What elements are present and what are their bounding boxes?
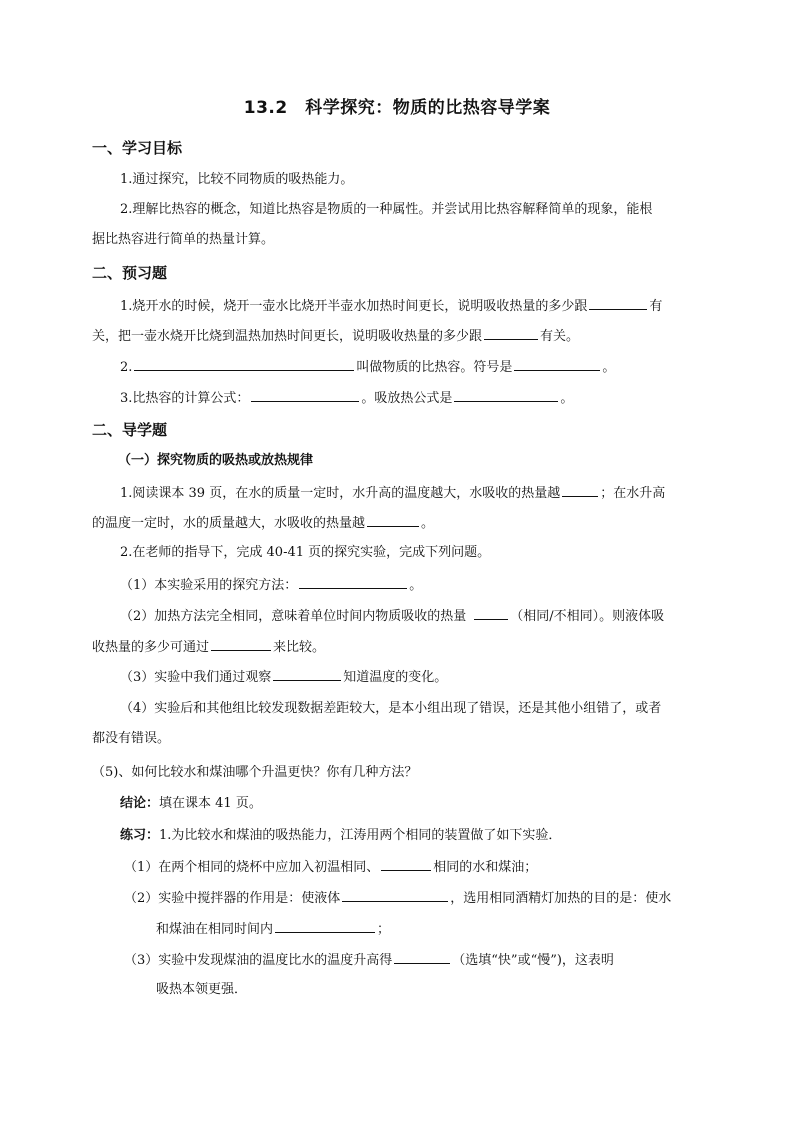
answer-blank[interactable]: [251, 387, 359, 402]
question-text: （3）实验中我们通过观察: [120, 670, 272, 685]
question-text: 有关。: [540, 329, 580, 344]
question-text: 。: [421, 516, 435, 531]
section-heading-preview: 二、预习题: [92, 264, 168, 282]
question-text: 1.阅读课本 39 页，在水的质量一定时，水升高的温度越大，水吸收的热量越: [120, 486, 561, 501]
question-text: 相同的水和煤油；: [433, 860, 538, 875]
answer-blank[interactable]: [562, 482, 598, 497]
page-title: 13.2 科学探究：物质的比热容导学案: [243, 98, 551, 118]
answer-blank[interactable]: [589, 295, 647, 310]
guided-part-2-cont: [92, 636, 325, 658]
answer-blank[interactable]: [211, 636, 271, 651]
guided-part-3: [120, 666, 447, 688]
question-text: 来比较。: [273, 640, 326, 655]
question-text: ；在水升高: [600, 486, 666, 501]
preview-question-1-cont: [92, 325, 579, 347]
answer-blank[interactable]: [299, 574, 407, 589]
conclusion-line: [120, 794, 262, 814]
conclusion-label: 结论：: [120, 796, 160, 811]
question-text: 。: [560, 391, 574, 406]
answer-blank[interactable]: [342, 887, 448, 902]
question-text: 。: [602, 360, 616, 375]
question-text: （1）在两个相同的烧杯中应加入初温相同、: [124, 860, 380, 875]
question-text: 。: [409, 578, 423, 593]
exercise-part-3: [124, 949, 614, 971]
question-text: 知道温度的变化。: [343, 670, 448, 685]
question-text: （选填“快”或“慢”)，这表明: [452, 953, 614, 968]
guided-question-2: 2.在老师的指导下，完成 40-41 页的探究实验，完成下列问题。: [120, 545, 491, 560]
goal-item: 据比热容进行简单的热量计算。: [92, 232, 275, 247]
answer-blank[interactable]: [394, 949, 450, 964]
question-text: 3.比热容的计算公式：: [120, 391, 250, 406]
guided-part-5: （5)、如何比较水和煤油哪个升温更快？你有几种方法？: [92, 765, 418, 780]
goal-item: 2.理解比热容的概念，知道比热容是物质的一种属性。并尝试用比热容解释简单的现象，能根: [120, 202, 653, 217]
question-text: 有: [649, 299, 663, 314]
question-text: （2）实验中搅拌器的作用是：使液体: [124, 891, 341, 906]
question-text: （相同/不相同）。则液体吸: [510, 609, 665, 624]
practice-line: [120, 826, 561, 846]
question-text: 和煤油在相同时间内: [156, 922, 274, 937]
question-text: （3）实验中发现煤油的温度比水的温度升高得: [124, 953, 393, 968]
answer-blank[interactable]: [381, 856, 431, 871]
question-text: 关，把一壶水烧开比烧到温热加热时间更长，说明吸收热量的多少跟: [92, 329, 483, 344]
answer-blank[interactable]: [134, 356, 354, 371]
answer-blank[interactable]: [275, 918, 375, 933]
answer-blank[interactable]: [474, 605, 508, 620]
practice-label: 练习：: [120, 828, 160, 843]
exercise-part-3-cont: 吸热本领更强．: [156, 982, 248, 997]
question-text: 的温度一定时，水的质量越大，水吸收的热量越: [92, 516, 366, 531]
question-text: ；: [377, 922, 391, 937]
answer-blank[interactable]: [454, 387, 558, 402]
guided-part-1: [120, 574, 422, 596]
question-text: （1）本实验采用的探究方法：: [120, 578, 298, 593]
practice-text: 1.为比较水和煤油的吸热能力，江涛用两个相同的装置做了如下实验．: [159, 828, 562, 843]
conclusion-text: 填在课本 41 页。: [159, 796, 262, 811]
preview-question-2: [120, 356, 615, 378]
answer-blank[interactable]: [514, 356, 600, 371]
guided-part-4: （4）实验后和其他组比较发现数据差距较大，是本小组出现了错误，还是其他小组错了，或者: [120, 701, 662, 716]
answer-blank[interactable]: [484, 325, 538, 340]
guided-question-1: [120, 482, 665, 504]
exercise-part-2-cont: [156, 918, 390, 940]
exercise-part-1: [124, 856, 537, 878]
question-text: （2）加热方法完全相同，意味着单位时间内物质吸收的热量: [120, 609, 467, 624]
preview-question-1: [120, 295, 662, 317]
question-text: 叫做物质的比热容。符号是: [356, 360, 513, 375]
goal-item: 1.通过探究，比较不同物质的吸热能力。: [120, 172, 354, 187]
guided-question-1-cont: [92, 512, 434, 534]
guided-part-2: [120, 605, 664, 627]
question-text: 2.: [120, 360, 133, 375]
question-text: 。吸放热公式是: [361, 391, 453, 406]
answer-blank[interactable]: [273, 666, 341, 681]
subsection-heading: （一）探究物质的吸热或放热规律: [118, 453, 314, 468]
question-text: 1.烧开水的时候，烧开一壶水比烧开半壶水加热时间更长，说明吸收热量的多少跟: [120, 299, 588, 314]
answer-blank[interactable]: [367, 512, 419, 527]
question-text: 收热量的多少可通过: [92, 640, 210, 655]
guided-part-4-cont: 都没有错误。: [92, 731, 171, 746]
preview-question-3: [120, 387, 573, 409]
exercise-part-2: [124, 887, 671, 909]
question-text: ，选用相同酒精灯加热的目的是：使水: [450, 891, 672, 906]
section-heading-guided: 二、导学题: [92, 421, 168, 439]
section-heading-goals: 一、学习目标: [92, 139, 183, 157]
